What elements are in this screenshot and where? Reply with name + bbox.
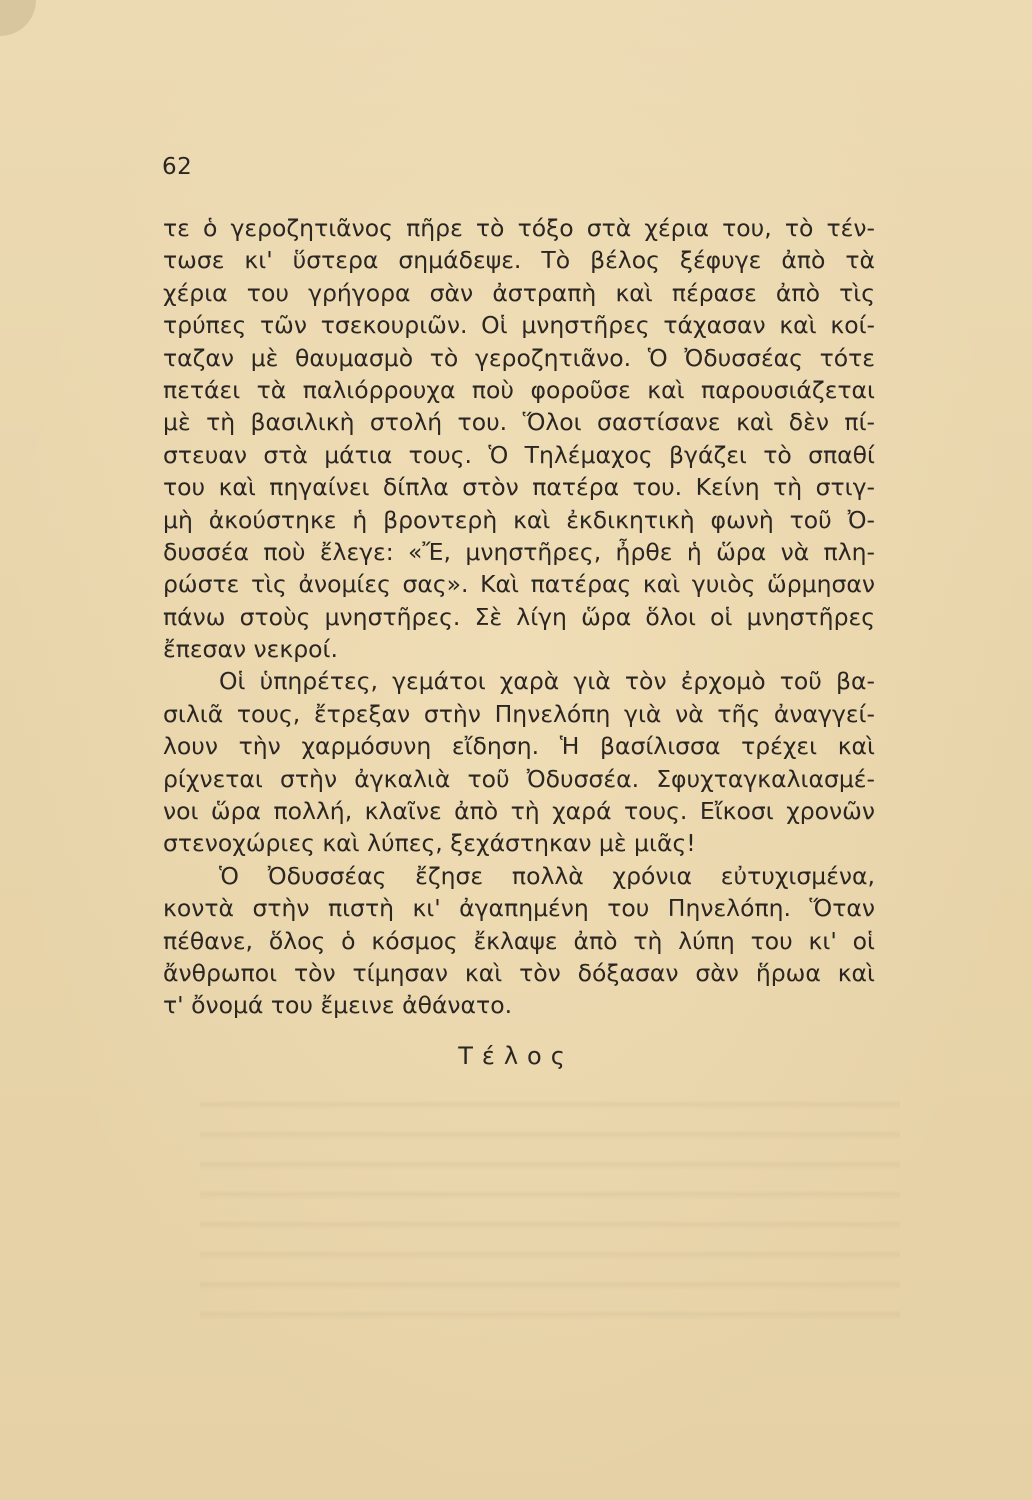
paragraph-end-line: τ' ὄνομά του ἔμεινε ἀθάνατο. bbox=[163, 991, 513, 1020]
text-line: ταζαν μὲ θαυμασμὸ τὸ γεροζητιᾶνο. Ὁ Ὀδυσσέας τότε bbox=[163, 343, 875, 372]
text-line: του καὶ πηγαίνει δίπλα στὸν πατέρα του. Κείνη τὴ στιγ- bbox=[163, 473, 875, 502]
text-line: στευαν στὰ μάτια τους. Ὁ Τηλέμαχος βγάζει τὸ σπαθί bbox=[163, 440, 875, 469]
paragraph-end-line: στενοχώριες καὶ λύπες, ξεχάστηκαν μὲ μιᾶς! bbox=[163, 829, 696, 858]
text-line: πάνω στοὺς μνηστῆρες. Σὲ λίγη ὥρα ὅλοι οἱ μνηστῆρες bbox=[163, 602, 875, 631]
text-line: τε ὁ γεροζητιᾶνος πῆρε τὸ τόξο στὰ χέρια του, τὸ τέν- bbox=[163, 214, 875, 242]
text-line: λουν τὴν χαρμόσυνη εἴδηση. Ἡ βασίλισσα τρέχει καὶ bbox=[163, 732, 875, 761]
text-line: κοντὰ στὴν πιστὴ κι' ἀγαπημένη του Πηνελόπη. Ὅταν bbox=[163, 894, 875, 923]
paragraph-end-line: ἔπεσαν νεκροί. bbox=[163, 635, 338, 664]
paragraph-start-line: Οἱ ὑπηρέτες, γεμάτοι χαρὰ γιὰ τὸν ἐρχομὸ τοῦ βα- bbox=[219, 667, 875, 696]
text-line: μὴ ἀκούστηκε ἡ βροντερὴ καὶ ἐκδικητικὴ φωνὴ τοῦ Ὀ- bbox=[163, 505, 875, 534]
paragraph-start-line: Ὁ Ὀδυσσέας ἔζησε πολλὰ χρόνια εὐτυχισμένα, bbox=[219, 861, 875, 890]
text-line: τρύπες τῶν τσεκουριῶν. Οἱ μνηστῆρες τάχασαν καὶ κοί- bbox=[163, 311, 875, 340]
text-line: χέρια του γρήγορα σὰν ἀστραπὴ καὶ πέρασε ἀπὸ τὶς bbox=[163, 278, 875, 307]
text-line: μὲ τὴ βασιλικὴ στολή του. Ὅλοι σαστίσανε καὶ δὲν πί- bbox=[163, 408, 875, 437]
end-title: Τέλος bbox=[458, 1042, 574, 1070]
page-corner-wear bbox=[0, 0, 36, 36]
body-text bbox=[163, 212, 875, 1022]
page-number: 62 bbox=[162, 154, 193, 180]
bleed-through-texture bbox=[200, 1080, 900, 1340]
text-line: ρίχνεται στὴν ἀγκαλιὰ τοῦ Ὀδυσσέα. Σφυχταγκαλιασμέ- bbox=[163, 764, 875, 793]
text-line: ρώστε τὶς ἀνομίες σας». Καὶ πατέρας καὶ γυιὸς ὥρμησαν bbox=[163, 570, 875, 599]
text-line: νοι ὥρα πολλή, κλαῖνε ἀπὸ τὴ χαρά τους. Εἴκοσι χρονῶν bbox=[163, 797, 875, 826]
text-line: σιλιᾶ τους, ἔτρεξαν στὴν Πηνελόπη γιὰ νὰ τῆς ἀναγγεί- bbox=[163, 699, 875, 728]
text-line: δυσσέα ποὺ ἔλεγε: «Ἔ, μνηστῆρες, ἦρθε ἡ ὥρα νὰ πλη- bbox=[163, 537, 875, 566]
text-line: τωσε κι' ὕστερα σημάδεψε. Τὸ βέλος ξέφυγε ἀπὸ τὰ bbox=[163, 246, 875, 275]
text-line: πετάει τὰ παλιόρρουχα ποὺ φοροῦσε καὶ παρουσιάζεται bbox=[163, 375, 875, 404]
text-line: πέθανε, ὅλος ὁ κόσμος ἔκλαψε ἀπὸ τὴ λύπη του κι' οἱ bbox=[163, 926, 875, 955]
text-line: ἄνθρωποι τὸν τίμησαν καὶ τὸν δόξασαν σὰν ἥρωα καὶ bbox=[163, 958, 875, 987]
